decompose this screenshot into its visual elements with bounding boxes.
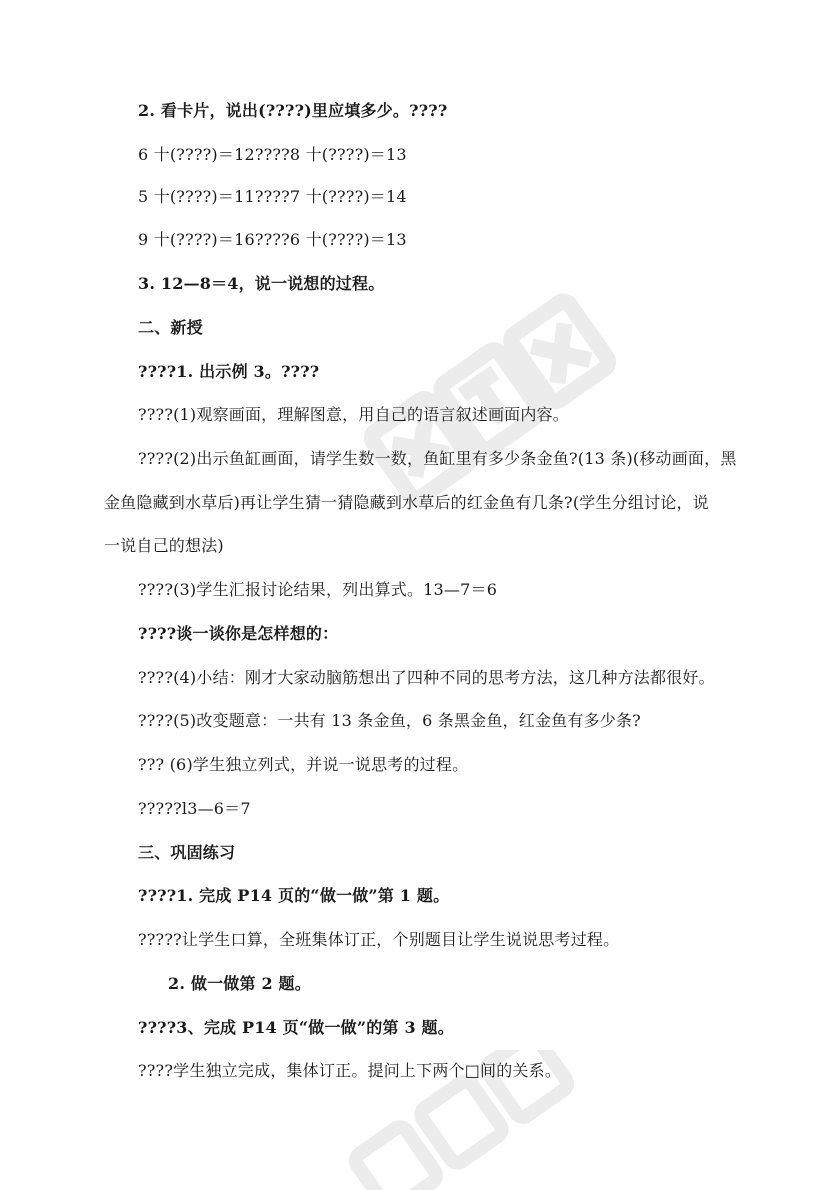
exercise-2-heading: 2. 看卡片，说出(????)里应填多少。????	[138, 101, 448, 120]
practice-1-text: ?????让学生口算，全班集体订正，个别题目让学生说说思考过程。	[138, 930, 620, 949]
exercise-3-heading: 3. 12—8＝4，说一说想的过程。	[138, 274, 385, 293]
step-2-text-line-1: ????(2)出示鱼缸画面，请学生数一数，鱼缸里有多少条金鱼?(13 条)(移动画面，黑	[138, 449, 737, 468]
step-3-text: ????(3)学生汇报讨论结果，列出算式。13—7＝6	[138, 580, 498, 599]
discussion-heading: ????谈一谈你是怎样想的：	[138, 624, 339, 643]
practice-2-heading: 2. 做一做第 2 题。	[168, 974, 311, 993]
practice-3-heading: ????3、完成 P14 页“做一做”的第 3 题。	[138, 1018, 454, 1037]
step-6-text: ??? (6)学生独立列式，并说一说思考的过程。	[138, 755, 469, 774]
practice-1-heading: ????1. 完成 P14 页的“做一做”第 1 题。	[138, 886, 450, 905]
equation-result-text: ?????l3—6＝7	[138, 799, 251, 818]
card-equation-row-1: 6 十(????)＝12????8 十(????)＝13	[138, 145, 407, 164]
step-5-text: ????(5)改变题意：一共有 13 条金鱼，6 条黑金鱼，红金鱼有多少条?	[138, 711, 641, 730]
section-new-lesson-heading: 二、新授	[138, 318, 203, 337]
example-3-heading: ????1. 出示例 3。????	[138, 362, 320, 381]
step-2-text-line-2: 金鱼隐藏到水草后)再让学生猜一猜隐藏到水草后的红金鱼有几条?(学生分组讨论，说	[104, 493, 709, 512]
practice-3-text: ????学生独立完成，集体订正。提问上下两个□间的关系。	[138, 1061, 562, 1080]
step-2-text-line-3: 一说自己的想法)	[104, 536, 224, 555]
step-4-text: ????(4)小结：刚才大家动脑筋想出了四种不同的思考方法，这几种方法都很好。	[138, 668, 715, 687]
card-equation-row-3: 9 十(????)＝16????6 十(????)＝13	[138, 230, 407, 249]
step-1-text: ????(1)观察画面，理解图意，用自己的语言叙述画面内容。	[138, 405, 569, 424]
section-practice-heading: 三、巩固练习	[138, 843, 236, 862]
card-equation-row-2: 5 十(????)＝11????7 十(????)＝14	[138, 187, 407, 206]
